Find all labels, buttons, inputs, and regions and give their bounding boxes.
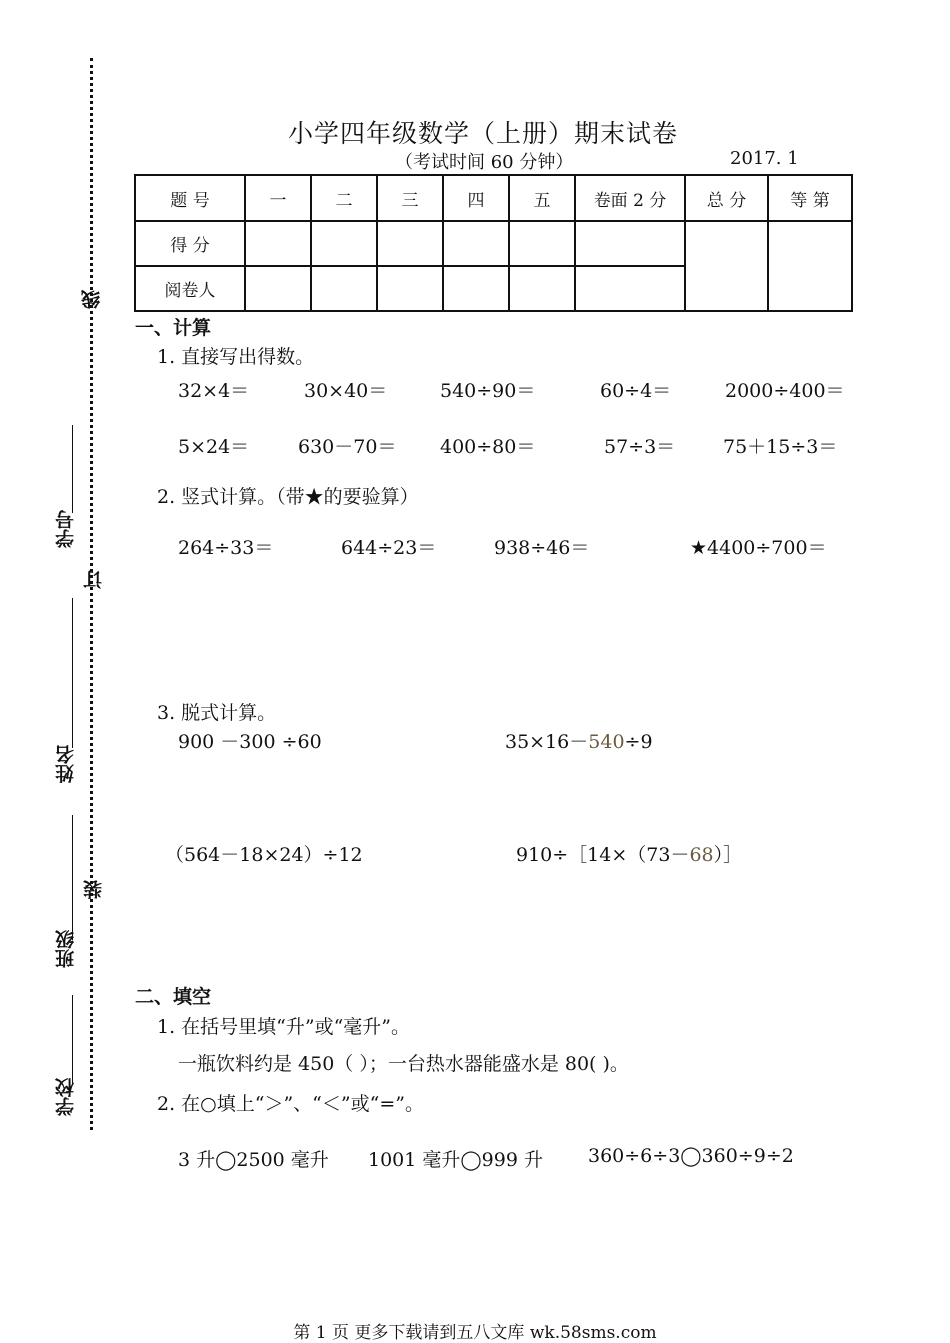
- score-cell[interactable]: [245, 221, 311, 266]
- compare-item: 360÷6÷3◯360÷9÷2: [588, 1145, 794, 1167]
- header-q2: 二: [311, 175, 377, 221]
- oral-calc-item: 60÷4＝: [600, 380, 672, 402]
- score-table: [134, 174, 853, 312]
- expr-part: ）］: [713, 844, 743, 866]
- margin-xuehao-label: 学号: [55, 510, 77, 548]
- s1-q1-title: 1. 直接写出得数。: [157, 346, 315, 368]
- grade-cell[interactable]: [768, 221, 852, 311]
- page-title: 小学四年级数学（上册）期末试卷: [288, 119, 679, 148]
- header-q1: 一: [245, 175, 311, 221]
- grader-cell[interactable]: [443, 266, 509, 311]
- vertical-calc-item: 264÷33＝: [178, 537, 274, 559]
- grader-cell[interactable]: [311, 266, 377, 311]
- header-tihao: 题 号: [135, 175, 245, 221]
- grader-cell[interactable]: [509, 266, 575, 311]
- header-q3: 三: [377, 175, 443, 221]
- exam-date: 2017. 1: [730, 148, 799, 169]
- header-total: 总 分: [685, 175, 768, 221]
- margin-xian-label: 线: [81, 290, 103, 309]
- oral-calc-item: 400÷80＝: [440, 436, 536, 458]
- expr-part: 540: [588, 731, 625, 753]
- row-label-grader: 阅卷人: [135, 266, 245, 311]
- expr-part: ÷9: [624, 731, 653, 753]
- section1-heading: 一、计算: [135, 317, 212, 339]
- header-q5: 五: [509, 175, 575, 221]
- score-cell[interactable]: [509, 221, 575, 266]
- s2-q1-line: 一瓶饮料约是 450（ ）；一台热水器能盛水是 80( )。: [178, 1053, 629, 1075]
- margin-xingming-label: 姓名: [55, 745, 77, 783]
- binding-dotted-line: [90, 58, 93, 1130]
- score-cell[interactable]: [311, 221, 377, 266]
- s2-q2-title: 2. 在○填上“＞”、“＜”或“=”。: [157, 1093, 424, 1115]
- expr-part: 910÷［14×（73－: [516, 844, 690, 866]
- oral-calc-item: 57÷3＝: [604, 436, 676, 458]
- s2-q1-title: 1. 在括号里填“升”或“毫升”。: [157, 1016, 411, 1038]
- stepwise-calc-item: （564－18×24）÷12: [165, 844, 363, 866]
- page-footer: 第 1 页 更多下载请到五八文库 wk.58sms.com: [293, 1323, 657, 1343]
- stepwise-calc-item: [505, 727, 653, 754]
- score-cell[interactable]: [443, 221, 509, 266]
- compare-item: 3 升◯2500 毫升: [178, 1149, 329, 1171]
- score-cell[interactable]: [377, 221, 443, 266]
- margin-ding-label: 订: [83, 570, 105, 589]
- margin-xuexiao-label: 学校: [55, 1078, 77, 1116]
- oral-calc-item: 540÷90＝: [440, 380, 536, 402]
- header-q4: 四: [443, 175, 509, 221]
- expr-part: 68: [689, 844, 714, 866]
- vertical-calc-item-starred: ★4400÷700＝: [690, 537, 827, 559]
- xuehao-blank: [72, 425, 73, 513]
- oral-calc-item: 32×4＝: [178, 380, 250, 402]
- s1-q2-title: 2. 竖式计算。（带★的要验算）: [157, 486, 419, 508]
- expr-part: 35×16－: [505, 731, 589, 753]
- oral-calc-item: 5×24＝: [178, 436, 250, 458]
- oral-calc-item: 630－70＝: [298, 436, 397, 458]
- grader-cell[interactable]: [377, 266, 443, 311]
- score-cell[interactable]: [575, 221, 685, 266]
- grader-cell[interactable]: [575, 266, 685, 311]
- vertical-calc-item: 644÷23＝: [341, 537, 437, 559]
- banji-blank: [72, 815, 73, 940]
- stepwise-calc-item: [516, 840, 742, 867]
- s1-q3-title: 3. 脱式计算。: [157, 702, 277, 724]
- xuexiao-blank: [72, 995, 73, 1085]
- stepwise-calc-item: 900 －300 ÷60: [178, 731, 322, 753]
- header-grade: 等 第: [768, 175, 852, 221]
- compare-item: 1001 毫升◯999 升: [368, 1149, 543, 1171]
- grader-cell[interactable]: [245, 266, 311, 311]
- exam-time-note: （考试时间 60 分钟）: [395, 152, 574, 173]
- header-neatness: 卷面 2 分: [575, 175, 685, 221]
- row-label-score: 得 分: [135, 221, 245, 266]
- margin-zhuang-label: 装: [83, 880, 105, 899]
- oral-calc-item: 2000÷400＝: [725, 380, 845, 402]
- margin-banji-label: 班级: [55, 930, 77, 968]
- oral-calc-item: 75＋15÷3＝: [723, 436, 838, 458]
- total-score-cell[interactable]: [685, 221, 768, 311]
- oral-calc-item: 30×40＝: [304, 380, 388, 402]
- section2-heading: 二、填空: [135, 986, 212, 1008]
- vertical-calc-item: 938÷46＝: [494, 537, 590, 559]
- xingming-blank: [72, 598, 73, 748]
